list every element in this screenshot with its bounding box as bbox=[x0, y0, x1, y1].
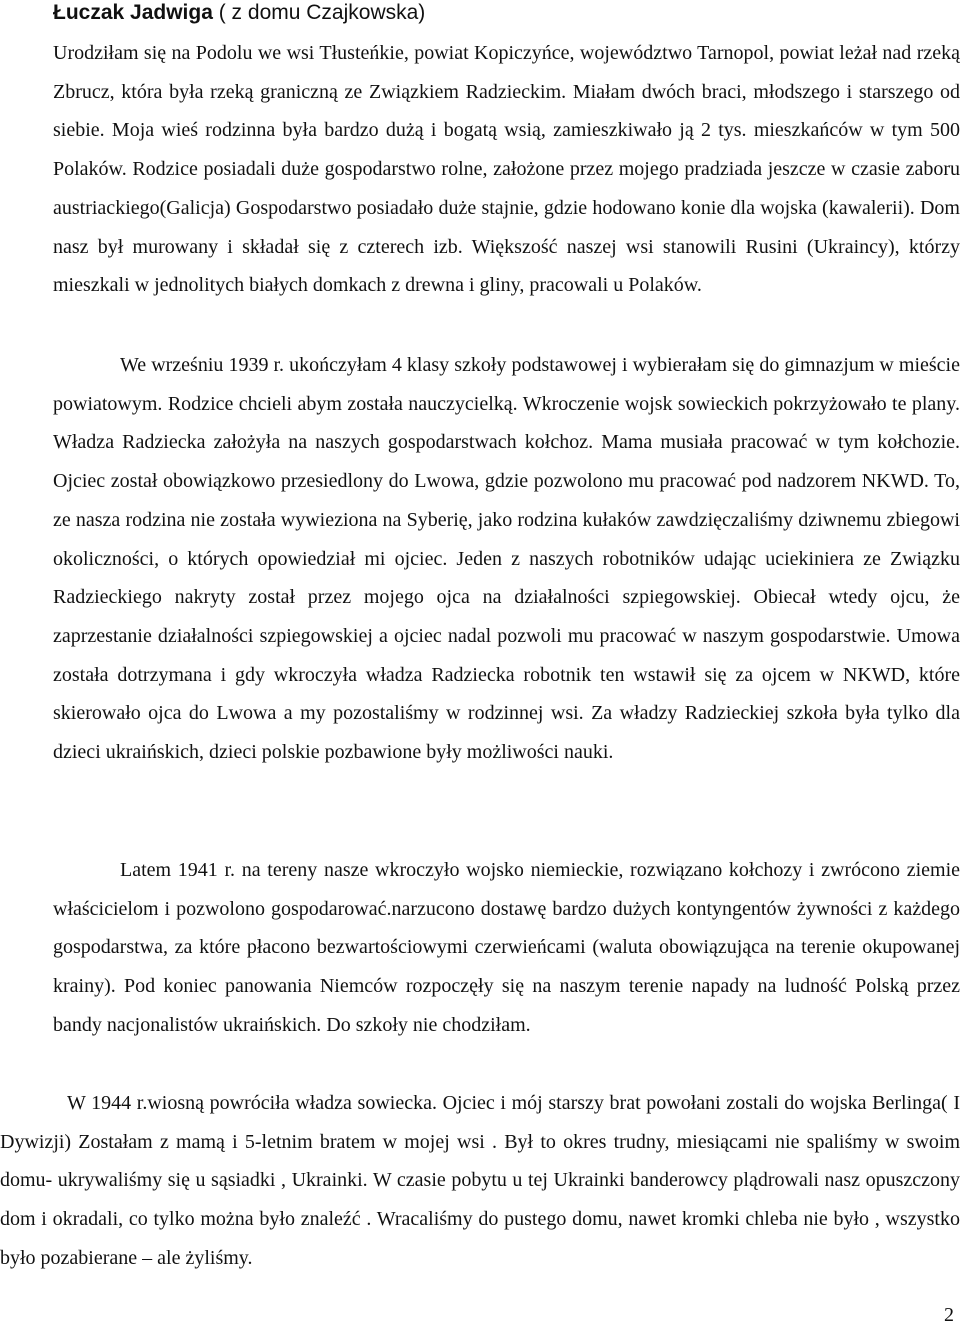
title-maiden-name: ( z domu Czajkowska) bbox=[218, 1, 426, 24]
page-number: 2 bbox=[944, 1304, 954, 1326]
document-title bbox=[53, 0, 933, 26]
title-name: Łuczak Jadwiga bbox=[53, 1, 219, 24]
paragraph-1941: Latem 1941 r. na tereny nasze wkroczyło wojsko niemieckie, rozwiązano kołchozy i zwrócono ziemie właścicielom i pozwolono gospodarować.narzucono dostawę bardzo dużych kontyngentów żywności z każdego gospodarstwa, za które płacono bezwartościowymi czerwieńcami (waluta obowiązująca na terenie okupowanej krainy). Pod koniec panowania Niemców rozpoczęły się na naszym terenie napady na ludność Polską przez bandy nacjonalistów ukraińskich. Do szkoły nie chodziłam. bbox=[53, 859, 960, 1036]
paragraph-childhood: Urodziłam się na Podolu we wsi Tłusteńkie, powiat Kopiczyńce, województwo Tarnopol, powiat leżał nad rzeką Zbrucz, która była rzeką graniczną ze Związkiem Radzieckim. Miałam dwóch braci, młodszego i starszego od siebie. Moja wieś rodzinna była bardzo dużą i bogatą wsią, zamieszkiwało ją 2 tys. mieszkańców w tym 500 Polaków. Rodzice posiadali duże gospodarstwo rolne, założone przez mojego pradziada jeszcze w czasie zaboru austriackiego(Galicja) Gospodarstwo posiadało duże stajnie, gdzie hodowano konie dla wojska (kawalerii). Dom nasz był murowany i składał się z czterech izb. Większość naszej wsi stanowili Rusini (Ukraincy), którzy mieszkali w jednolitych białych domkach z drewna i gliny, pracowali u Polaków. bbox=[53, 42, 960, 297]
paragraph-1939: We wrześniu 1939 r. ukończyłam 4 klasy szkoły podstawowej i wybierałam się do gimnazjum w mieście powiatowym. Rodzice chcieli abym została nauczycielką. Wkroczenie wojsk sowieckich pokrzyżowało te plany. Władza Radziecka założyła na naszych gospodarstwach kołchoz. Mama musiała pracować w tym kołchozie. Ojciec został obowiązkowo przesiedlony do Lwowa, gdzie pozwolono mu pracować pod nadzorem NKWD. To, ze nasza rodzina nie została wywieziona na Syberię, jako rodzina kułaków zawdzięczaliśmy dziwnemu zbiegowi okoliczności, o których opowiedział mi ojciec. Jeden z naszych robotników udając uciekiniera ze Związku Radzieckiego nakryty został przez mojego ojca na działalności szpiegowskiej. Obiecał wtedy ojcu, że zaprzestanie działalności szpiegowskiej a ojciec nadal pozwoli mu pracować w naszym gospodarstwie. Umowa została dotrzymana i gdy wkroczyła władza Radziecka robotnik ten wstawił się za ojcem w NKWD, które skierowało ojca do Lwowa a my pozostaliśmy w rodzinnej wsi. Za władzy Radzieckiej szkoła była tylko dla dzieci ukraińskich, dzieci polskie pozbawione były możliwości nauki. bbox=[53, 354, 960, 764]
paragraph-1944: W 1944 r.wiosną powróciła władza sowiecka. Ojciec i mój starszy brat powołani zostali do wojska Berlinga( I Dywizji) Zostałam z mamą i 5-letnim bratem w mojej wsi . Był to okres trudny, miesiącami nie spaliśmy w swoim domu- ukrywaliśmy się u sąsiadki , Ukrainki. W czasie pobytu u tej Ukrainki banderowcy plądrowali nasz opuszczony dom i okradali, co tylko można było znaleźć . Wracaliśmy do pustego domu, nawet kromki chleba nie było , wszystko było pozabierane – ale żyliśmy. bbox=[0, 1092, 960, 1269]
